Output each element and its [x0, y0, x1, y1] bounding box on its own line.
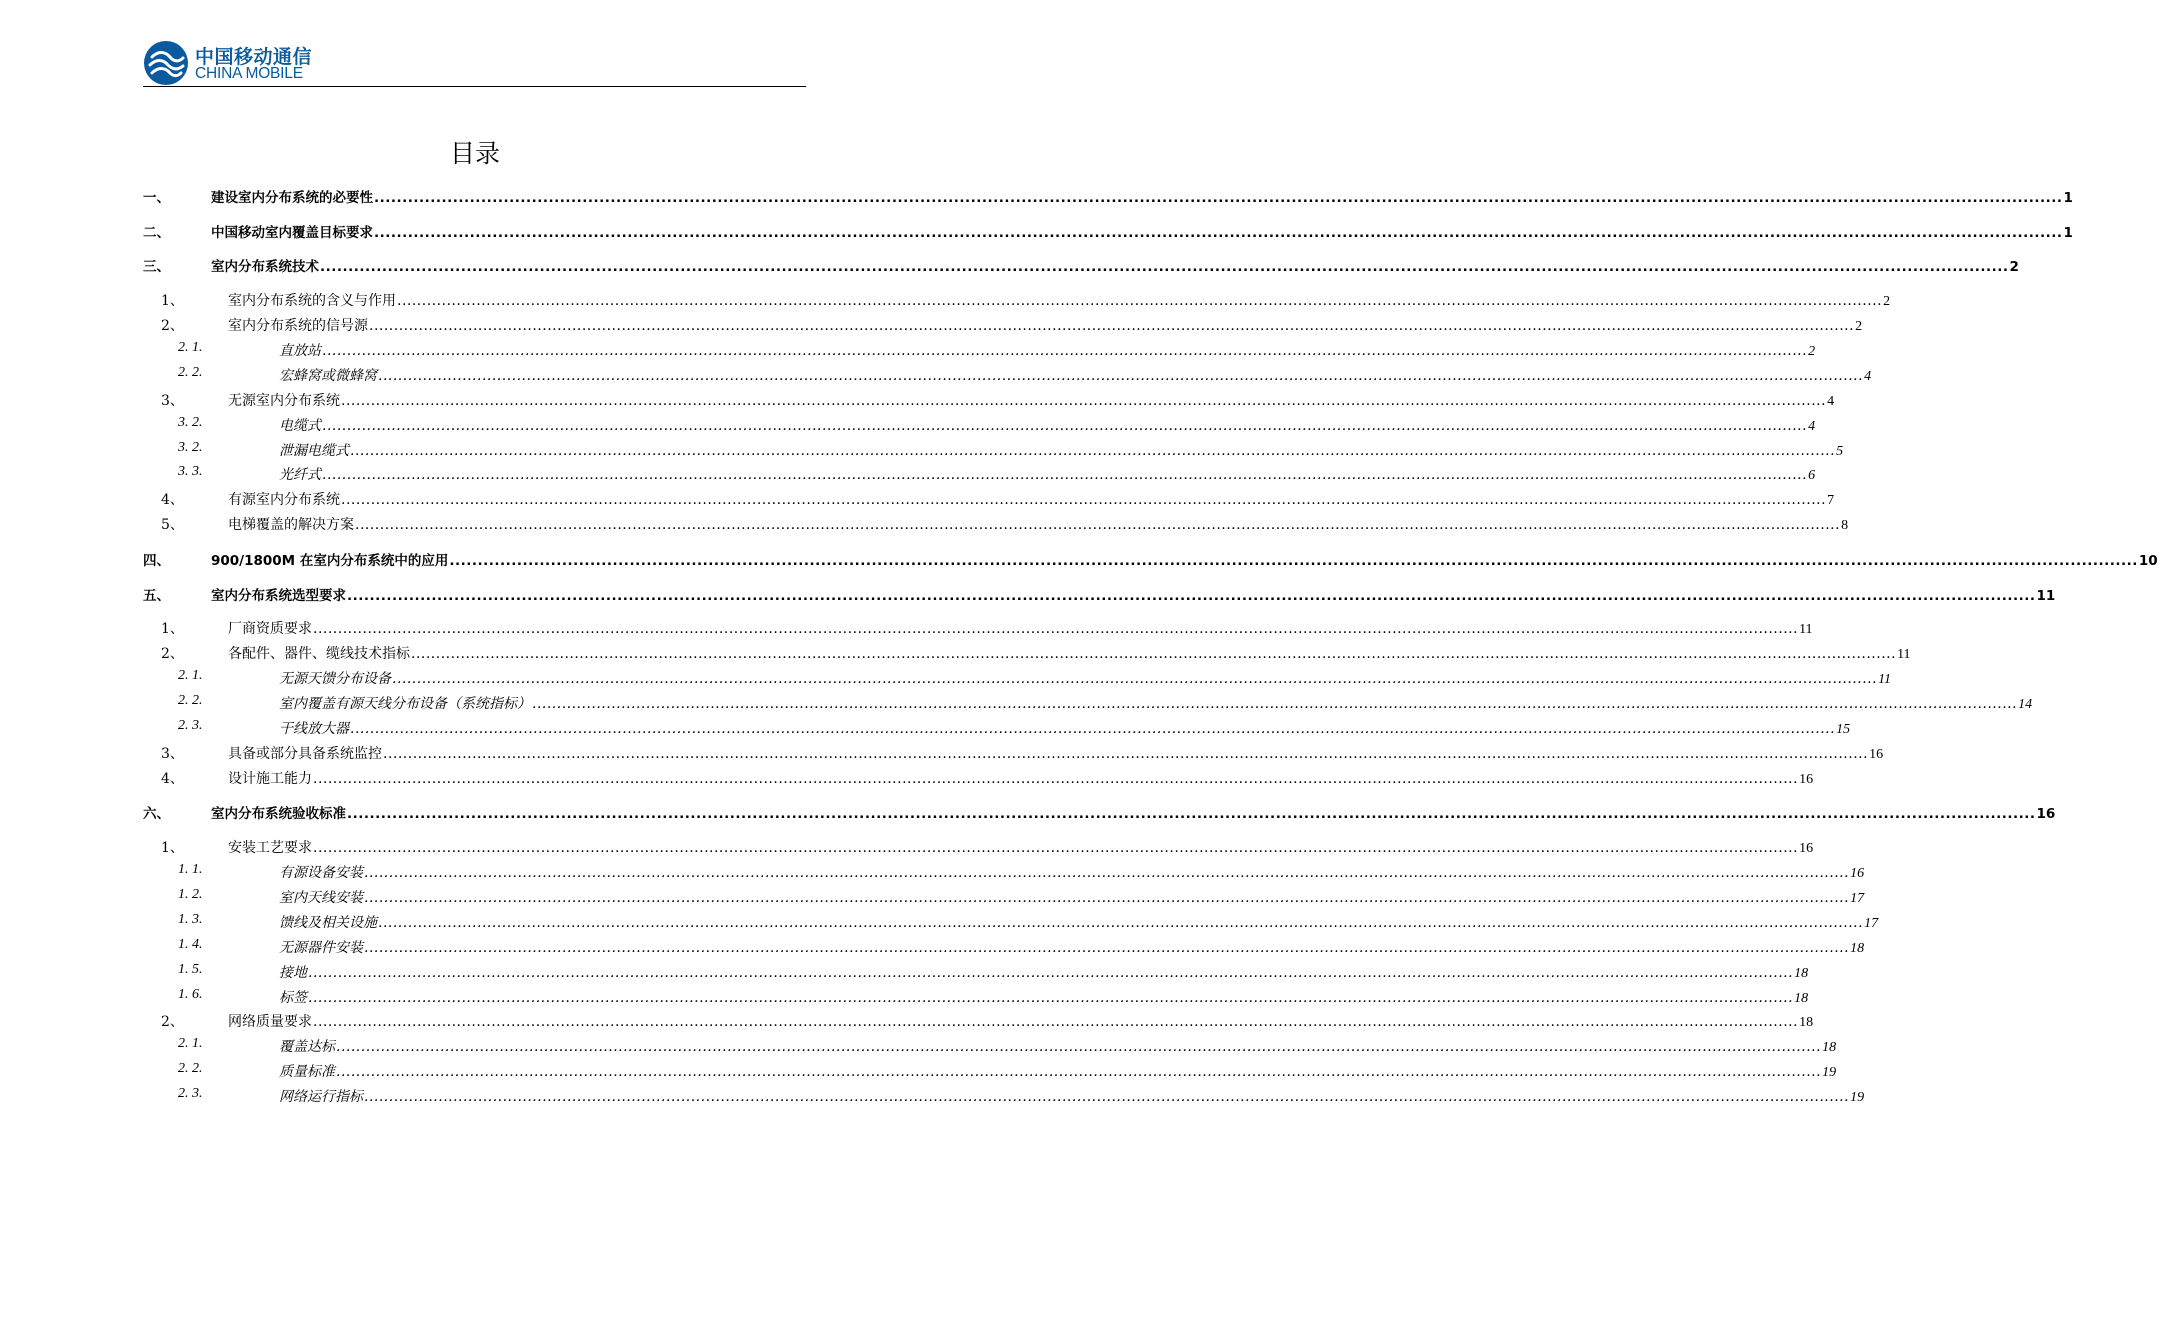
- toc-entry-title: 各配件、器件、缆线技术指标: [228, 646, 410, 663]
- toc-leader-dots: ............................................................................................................................................................................................................................................................................................................: [374, 224, 2063, 241]
- toc-entry-title: 电梯覆盖的解决方案: [228, 517, 354, 534]
- toc-leader-dots: ............................................................................................................................................................................................................................................................................................................: [369, 318, 1855, 334]
- toc-entry-page: 2: [1808, 343, 1816, 359]
- toc-entry-title: 泄漏电缆式: [279, 442, 349, 459]
- toc-entry-number: 1、: [161, 293, 184, 310]
- toc-entry-page: 16: [1799, 841, 1814, 857]
- toc-entry-title: 具备或部分具备系统监控: [228, 745, 382, 762]
- toc-leader-dots: ............................................................................................................................................................................................................................................................................................................: [347, 806, 2036, 823]
- toc-entry-number: 2、: [161, 1014, 184, 1031]
- page-title: 目录: [449, 139, 500, 168]
- toc-leader-dots: ............................................................................................................................................................................................................................................................................................................: [320, 259, 2009, 276]
- toc-entry-number: 3、: [161, 392, 184, 409]
- toc-entry-page: 18: [1794, 990, 1809, 1006]
- toc-leader-dots: ............................................................................................................................................................................................................................................................................................................: [397, 293, 1883, 310]
- toc-entry-page: 6: [1808, 468, 1816, 484]
- toc-entry[interactable]: [143, 1061, 1837, 1083]
- toc-entry-number: 1. 1.: [178, 862, 203, 877]
- toc-entry-title: 宏蜂窝或微蜂窝: [279, 367, 377, 384]
- toc-entry-number: 2. 1.: [178, 339, 203, 355]
- toc-entry-title: 网络运行指标: [279, 1089, 363, 1106]
- toc-entry-number: 六、: [143, 806, 170, 823]
- toc-entry[interactable]: [143, 802, 2056, 824]
- toc-entry-number: 1. 4.: [178, 936, 203, 952]
- toc-entry-number: 2. 2.: [178, 693, 203, 708]
- toc-entry-page: 2: [1883, 294, 1891, 310]
- toc-entry-number: 2. 2.: [178, 1061, 203, 1077]
- toc-leader-dots: ............................................................................................................................................................................................................................................................................................................: [341, 392, 1827, 409]
- toc-entry-title: 馈线及相关设施: [279, 914, 377, 931]
- toc-entry-number: 1. 3.: [178, 911, 203, 927]
- toc-entry-title: 室内分布系统的信号源: [228, 318, 368, 334]
- toc-entry[interactable]: [143, 668, 1892, 690]
- toc-leader-dots: ............................................................................................................................................................................................................................................................................................................: [364, 939, 1850, 956]
- toc-entry-title: 光纤式: [279, 467, 321, 484]
- toc-entry-page: 11: [1897, 647, 1911, 663]
- toc-entry-page: 4: [1864, 368, 1872, 384]
- toc-entry-page: 16: [1850, 866, 1865, 881]
- toc-entry[interactable]: [143, 693, 2033, 715]
- toc-leader-dots: ............................................................................................................................................................................................................................................................................................................: [411, 646, 1897, 663]
- toc-entry-page: 14: [2018, 697, 2033, 712]
- page-header: [143, 40, 806, 86]
- toc-entry-page: 15: [1836, 721, 1851, 737]
- toc-entry-number: 1. 5.: [178, 961, 203, 977]
- toc-entry-page: 18: [1794, 965, 1809, 981]
- toc-entry-number: 2、: [161, 646, 184, 663]
- toc-leader-dots: ............................................................................................................................................................................................................................................................................................................: [378, 914, 1864, 931]
- toc-leader-dots: ............................................................................................................................................................................................................................................................................................................: [350, 720, 1836, 737]
- toc-entry-page: 11: [2036, 587, 2056, 604]
- toc-entry-number: 1、: [161, 840, 184, 857]
- toc-entry-number: 4、: [161, 770, 184, 787]
- toc-entry-page: 8: [1841, 518, 1849, 534]
- toc-entry-page: 4: [1808, 418, 1816, 434]
- toc-entry-title: 900/1800M 在室内分布系统中的应用: [211, 552, 449, 569]
- toc-entry-number: 2. 3.: [178, 1086, 203, 1102]
- toc-entry[interactable]: [143, 464, 1816, 486]
- toc-entry-page: 18: [1799, 1015, 1814, 1031]
- toc-entry-page: 17: [1850, 890, 1865, 906]
- toc-leader-dots: ............................................................................................................................................................................................................................................................................................................: [355, 517, 1841, 534]
- toc-entry-page: 5: [1836, 443, 1844, 459]
- toc-entry[interactable]: [143, 390, 1835, 412]
- toc-leader-dots: ............................................................................................................................................................................................................................................................................................................: [350, 442, 1836, 459]
- toc-leader-dots: ............................................................................................................................................................................................................................................................................................................: [374, 190, 2063, 206]
- toc-entry[interactable]: [143, 643, 1911, 665]
- toc-entry[interactable]: [143, 186, 2073, 208]
- toc-leader-dots: ............................................................................................................................................................................................................................................................................................................: [322, 467, 1808, 484]
- toc-entry[interactable]: [143, 862, 1865, 884]
- toc-leader-dots: ............................................................................................................................................................................................................................................................................................................: [308, 989, 1794, 1006]
- toc-entry[interactable]: [143, 489, 1835, 511]
- toc-leader-dots: ............................................................................................................................................................................................................................................................................................................: [383, 745, 1869, 762]
- toc-entry-number: 2、: [161, 318, 184, 334]
- china-mobile-logo-icon: [143, 40, 189, 86]
- toc-leader-dots: ............................................................................................................................................................................................................................................................................................................: [313, 840, 1799, 857]
- toc-entry[interactable]: [143, 549, 2158, 571]
- toc-leader-dots: ............................................................................................................................................................................................................................................................................................................: [322, 342, 1808, 359]
- toc-entry[interactable]: [143, 315, 1863, 337]
- toc-entry[interactable]: [143, 717, 1851, 740]
- toc-entry-page: 17: [1864, 915, 1879, 931]
- toc-entry-title: 有源室内分布系统: [228, 492, 340, 509]
- toc-entry-page: 16: [2036, 806, 2056, 823]
- toc-entry-page: 1: [2063, 190, 2073, 206]
- header-divider: [143, 86, 806, 87]
- toc-entry-title: 室内分布系统的含义与作用: [228, 293, 396, 310]
- toc-leader-dots: ............................................................................................................................................................................................................................................................................................................: [313, 770, 1799, 787]
- toc-entry-number: 二、: [143, 224, 170, 241]
- toc-entry-number: 五、: [143, 587, 170, 604]
- toc-entry[interactable]: [143, 837, 1814, 859]
- toc-entry-page: 16: [1869, 746, 1884, 762]
- toc-entry-title: 安装工艺要求: [228, 840, 312, 857]
- toc-leader-dots: ............................................................................................................................................................................................................................................................................................................: [364, 1089, 1850, 1106]
- toc-entry-number: 3. 2.: [178, 414, 203, 430]
- toc-entry[interactable]: [143, 584, 2056, 606]
- toc-entry[interactable]: [143, 743, 1884, 765]
- toc-leader-dots: ............................................................................................................................................................................................................................................................................................................: [313, 1014, 1799, 1031]
- toc-entry-page: 1: [2063, 224, 2073, 241]
- toc-entry-title: 干线放大器: [279, 720, 349, 737]
- toc-entry[interactable]: [143, 768, 1814, 790]
- toc-entry-title: 覆盖达标: [279, 1039, 335, 1056]
- toc-entry-title: 厂商资质要求: [228, 621, 312, 638]
- toc-entry-page: 19: [1822, 1065, 1837, 1081]
- toc-entry-page: 11: [1799, 622, 1813, 638]
- toc-entry-page: 18: [1822, 1040, 1837, 1056]
- toc-entry-title: 室内分布系统选型要求: [211, 587, 346, 604]
- toc-entry-page: 11: [1878, 672, 1892, 688]
- toc-entry-title: 设计施工能力: [228, 770, 312, 787]
- toc-entry-number: 2. 2.: [178, 364, 203, 380]
- toc-entry-number: 3. 3.: [178, 464, 203, 480]
- toc-leader-dots: ............................................................................................................................................................................................................................................................................................................: [308, 964, 1794, 981]
- toc-entry-title: 中国移动室内覆盖目标要求: [211, 224, 373, 241]
- toc-entry-title: 直放站: [279, 342, 321, 359]
- toc-entry-number: 四、: [143, 552, 170, 569]
- toc-entry-page: 18: [1850, 940, 1865, 956]
- toc-entry[interactable]: [143, 961, 1809, 984]
- toc-entry[interactable]: [143, 1086, 1865, 1108]
- toc-entry-title: 室内天线安装: [279, 889, 363, 906]
- toc-entry[interactable]: [143, 290, 1891, 312]
- toc-entry-number: 1. 2.: [178, 886, 203, 902]
- toc-entry-page: 19: [1850, 1090, 1865, 1106]
- toc-entry-title: 标签: [279, 989, 307, 1006]
- toc-entry[interactable]: [143, 221, 2073, 243]
- toc-entry-title: 室内分布系统验收标准: [211, 806, 346, 823]
- toc-entry-number: 3. 2.: [178, 439, 203, 455]
- toc-entry-number: 4、: [161, 492, 184, 509]
- toc-entry[interactable]: [143, 886, 1865, 909]
- toc-entry[interactable]: [143, 514, 1849, 536]
- toc-leader-dots: ............................................................................................................................................................................................................................................................................................................: [392, 671, 1878, 688]
- logo-chinese-text: 中国移动通信: [195, 46, 313, 68]
- toc-entry-title: 室内覆盖有源天线分布设备（系统指标）: [279, 696, 531, 712]
- toc-entry-number: 三、: [143, 259, 170, 276]
- toc-entry[interactable]: [143, 255, 2019, 277]
- toc-leader-dots: ............................................................................................................................................................................................................................................................................................................: [336, 1064, 1822, 1081]
- toc-entry-number: 2. 1.: [178, 1036, 203, 1052]
- toc-entry-page: 10: [2138, 552, 2158, 569]
- toc-leader-dots: ............................................................................................................................................................................................................................................................................................................: [364, 889, 1850, 906]
- toc-leader-dots: ............................................................................................................................................................................................................................................................................................................: [532, 696, 2018, 712]
- toc-leader-dots: ............................................................................................................................................................................................................................................................................................................: [313, 621, 1799, 638]
- toc-entry[interactable]: [143, 1011, 1814, 1033]
- toc-leader-dots: ............................................................................................................................................................................................................................................................................................................: [347, 587, 2036, 604]
- toc-entry[interactable]: [143, 618, 1813, 640]
- toc-entry-title: 有源设备安装: [279, 865, 363, 881]
- toc-entry-number: 1、: [161, 621, 184, 638]
- toc-entry[interactable]: [143, 1036, 1837, 1058]
- toc-entry-number: 1. 6.: [178, 986, 203, 1002]
- toc-entry-title: 网络质量要求: [228, 1014, 312, 1031]
- toc-entry-number: 2. 1.: [178, 668, 203, 684]
- toc-entry-page: 7: [1827, 493, 1835, 509]
- toc-entry-title: 接地: [279, 964, 307, 981]
- toc-entry-title: 室内分布系统技术: [211, 259, 319, 276]
- toc-entry[interactable]: [143, 439, 1844, 462]
- toc-entry-title: 无源室内分布系统: [228, 392, 340, 409]
- toc-entry[interactable]: [143, 339, 1816, 362]
- logo-english-text: CHINA MOBILE: [195, 65, 303, 82]
- toc-entry-page: 16: [1799, 771, 1814, 787]
- toc-entry[interactable]: [143, 986, 1809, 1009]
- toc-entry-number: 2. 3.: [178, 717, 203, 733]
- toc-leader-dots: ............................................................................................................................................................................................................................................................................................................: [341, 492, 1827, 509]
- toc-leader-dots: ............................................................................................................................................................................................................................................................................................................: [449, 552, 2138, 569]
- toc-entry[interactable]: [143, 936, 1865, 959]
- toc-entry-title: 无源器件安装: [279, 939, 363, 956]
- toc-entry-page: 2: [2009, 259, 2019, 276]
- toc-entry-title: 电缆式: [279, 417, 321, 434]
- toc-entry-number: 3、: [161, 745, 184, 762]
- toc-leader-dots: ............................................................................................................................................................................................................................................................................................................: [378, 367, 1864, 384]
- toc-leader-dots: ............................................................................................................................................................................................................................................................................................................: [364, 865, 1850, 881]
- toc-entry-title: 无源天馈分布设备: [279, 671, 391, 688]
- toc-entry-title: 建设室内分布系统的必要性: [211, 190, 373, 206]
- toc-entry[interactable]: [143, 414, 1816, 437]
- toc-entry-page: 4: [1827, 393, 1835, 409]
- toc-entry[interactable]: [143, 911, 1879, 934]
- toc-leader-dots: ............................................................................................................................................................................................................................................................................................................: [336, 1039, 1822, 1056]
- toc-entry[interactable]: [143, 364, 1872, 387]
- toc-entry-number: 5、: [161, 517, 184, 534]
- toc-entry-title: 质量标准: [279, 1064, 335, 1081]
- toc-leader-dots: ............................................................................................................................................................................................................................................................................................................: [322, 417, 1808, 434]
- toc-entry-page: 2: [1855, 319, 1863, 334]
- toc-entry-number: 一、: [143, 190, 170, 206]
